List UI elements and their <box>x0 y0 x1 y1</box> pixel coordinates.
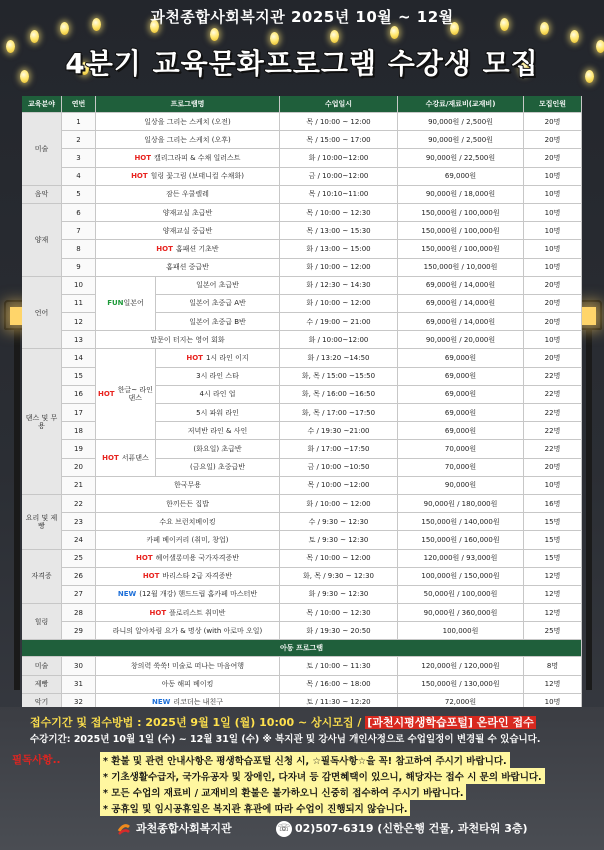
program-cell <box>96 586 280 604</box>
fee-cell: 72,000원 <box>398 694 524 712</box>
program-cell <box>156 295 280 313</box>
schedule-cell: 화 / 17:00 ~17:50 <box>280 440 398 458</box>
program-cell <box>156 349 280 367</box>
hot-badge: HOT <box>142 572 160 581</box>
category-cell: 미술 <box>22 113 62 186</box>
schedule-cell: 금 / 10:00~12:00 <box>280 168 398 186</box>
program-table <box>22 96 582 707</box>
fee-cell: 150,000원 / 130,000원 <box>398 676 524 694</box>
row-number: 12 <box>62 313 96 331</box>
program-name: 라니의 알아차림 요가 & 명상 (with 아로마 오일) <box>112 626 263 635</box>
program-name: 한국무용 <box>173 481 202 490</box>
row-number: 10 <box>62 277 96 295</box>
category-cell: 자격증 <box>22 550 62 605</box>
program-name: 리코더는 내친구 <box>173 698 223 707</box>
capacity-cell: 20명 <box>524 131 582 149</box>
fee-cell: 120,000원 / 120,000원 <box>398 657 524 675</box>
light-bulb <box>210 28 219 41</box>
row-number: 18 <box>62 422 96 440</box>
program-name: 일본어 초중급 B반 <box>189 317 246 326</box>
fee-cell: 90,000원 / 2,500원 <box>398 131 524 149</box>
schedule-cell: 목 / 16:00 ~ 18:00 <box>280 676 398 694</box>
program-name: 아동 해피 베이킹 <box>161 680 214 689</box>
group-label: 서퓨댄스 <box>121 454 149 463</box>
program-cell <box>96 550 280 568</box>
fee-cell: 100,000원 / 150,000원 <box>398 568 524 586</box>
schedule-cell: 목 / 10:00 ~ 12:30 <box>280 204 398 222</box>
capacity-cell: 10명 <box>524 331 582 349</box>
schedule-cell: 화 / 9:30 ~ 12:30 <box>280 586 398 604</box>
capacity-cell: 12명 <box>524 586 582 604</box>
row-number: 22 <box>62 495 96 513</box>
category-cell: 미술 <box>22 657 62 675</box>
capacity-cell: 20명 <box>524 149 582 167</box>
schedule-cell: 화 / 13:00 ~ 15:00 <box>280 240 398 258</box>
capacity-cell: 20명 <box>524 295 582 313</box>
fee-cell: 70,000원 <box>398 459 524 477</box>
capacity-cell: 10명 <box>524 186 582 204</box>
must-read-label: 필독사항.. <box>12 754 61 766</box>
capacity-cell: 22명 <box>524 386 582 404</box>
category-cell: 힐링 <box>22 604 62 640</box>
program-name: 일상을 그리는 스케치 (오전) <box>144 117 231 126</box>
row-number: 23 <box>62 513 96 531</box>
program-name: 한끼든든 집밥 <box>166 499 209 508</box>
fee-cell: 69,000원 / 14,000원 <box>398 277 524 295</box>
category-cell: 양재 <box>22 204 62 277</box>
program-cell <box>96 531 280 549</box>
hot-badge: HOT <box>131 172 148 181</box>
program-cell <box>96 622 280 640</box>
row-number: 2 <box>62 131 96 149</box>
program-cell <box>96 131 280 149</box>
schedule-cell: 수 / 9:30 ~ 12:30 <box>280 513 398 531</box>
program-cell <box>96 657 280 675</box>
schedule-cell: 목 / 13:00 ~ 15:30 <box>280 222 398 240</box>
fee-cell: 90,000원 / 180,000원 <box>398 495 524 513</box>
schedule-cell: 화 / 13:20 ~14:50 <box>280 349 398 367</box>
fee-cell: 100,000원 <box>398 622 524 640</box>
program-name: (12월 개강) 핸드드립 홈카페 마스터반 <box>139 590 258 599</box>
program-name: 일본어 초급반 <box>196 281 239 290</box>
schedule-cell: 화 / 10:00 ~ 12:00 <box>280 295 398 313</box>
fee-cell: 69,000원 <box>398 168 524 186</box>
capacity-cell: 16명 <box>524 495 582 513</box>
capacity-cell: 20명 <box>524 459 582 477</box>
program-cell <box>156 386 280 404</box>
program-name: 잠든 우쿨렐레 <box>166 190 209 199</box>
org-logo <box>116 820 232 837</box>
row-number: 13 <box>62 331 96 349</box>
row-number: 32 <box>62 694 96 712</box>
fee-cell: 150,000원 / 10,000원 <box>398 259 524 277</box>
program-cell <box>96 604 280 622</box>
program-cell <box>96 222 280 240</box>
capacity-cell: 10명 <box>524 204 582 222</box>
hot-badge: HOT <box>136 554 153 563</box>
schedule-cell: 화 / 10:00~12:00 <box>280 149 398 167</box>
fee-cell: 150,000원 / 100,000원 <box>398 240 524 258</box>
program-cell <box>156 277 280 295</box>
program-cell <box>156 368 280 386</box>
program-name: 양재교실 초급반 <box>162 208 213 217</box>
program-name: 말문이 터지는 영어 회화 <box>150 335 225 344</box>
capacity-cell: 10명 <box>524 168 582 186</box>
column-header: 모집인원 <box>524 96 582 113</box>
program-name: 일상을 그리는 스케치 (오후) <box>144 135 231 144</box>
program-name: 카페 베이커리 (취미, 창업) <box>146 535 229 544</box>
schedule-cell: 목 / 10:00 ~ 12:00 <box>280 550 398 568</box>
hot-badge: HOT <box>98 390 115 399</box>
program-name: (금요일) 초중급반 <box>189 463 246 472</box>
row-number: 20 <box>62 459 96 477</box>
note-1: * 환불 및 관련 안내사항은 평생학습포털 신청 시, ☆필독사항☆을 꼭! 참고하여 주시기 바랍니다. <box>100 752 510 768</box>
column-header: 프로그램명 <box>96 96 280 113</box>
apply-label: 접수기간 및 접수방법 : 2025년 9월 1일 (월) 10:00 ~ 상시모집 / <box>30 716 362 729</box>
program-cell <box>96 495 280 513</box>
fee-cell: 90,000원 / 2,500원 <box>398 113 524 131</box>
fee-cell: 69,000원 <box>398 404 524 422</box>
row-number: 7 <box>62 222 96 240</box>
capacity-cell: 12명 <box>524 604 582 622</box>
note-2: * 기초생활수급자, 국가유공자 및 장애인, 다자녀 등 감면혜택이 있으니, 해당자는 접수 시 문의 바랍니다. <box>100 768 545 784</box>
program-cell <box>96 168 280 186</box>
row-number: 28 <box>62 604 96 622</box>
capacity-cell: 8명 <box>524 657 582 675</box>
program-name: 3시 라인 스타 <box>196 372 239 381</box>
capacity-cell: 15명 <box>524 550 582 568</box>
row-number: 17 <box>62 404 96 422</box>
capacity-cell: 10명 <box>524 222 582 240</box>
schedule-cell: 토 / 11:30 ~ 12:20 <box>280 694 398 712</box>
category-cell: 제빵 <box>22 676 62 694</box>
org-name: 과천종합사회복지관 <box>136 822 232 835</box>
hot-badge: HOT <box>149 608 167 617</box>
note-4: * 공휴일 및 임시공휴일은 복지관 휴관에 따라 수업이 진행되지 않습니다. <box>100 800 410 816</box>
kids-section-header: 아동 프로그램 <box>22 640 582 657</box>
fee-cell: 150,000원 / 140,000원 <box>398 513 524 531</box>
capacity-cell: 15명 <box>524 513 582 531</box>
light-bulb <box>390 26 399 39</box>
fee-cell: 90,000원 / 20,000원 <box>398 331 524 349</box>
row-number: 26 <box>62 568 96 586</box>
fee-cell: 50,000원 / 100,000원 <box>398 586 524 604</box>
group-label: 한글~ 라인댄스 <box>117 386 153 403</box>
capacity-cell: 20명 <box>524 113 582 131</box>
new-badge: NEW <box>117 590 137 599</box>
capacity-cell: 22명 <box>524 404 582 422</box>
capacity-cell: 15명 <box>524 531 582 549</box>
row-number: 4 <box>62 168 96 186</box>
program-cell <box>156 422 280 440</box>
program-cell <box>96 149 280 167</box>
capacity-cell: 22명 <box>524 422 582 440</box>
program-cell <box>96 113 280 131</box>
row-number: 6 <box>62 204 96 222</box>
program-name: 일본어 초중급 A반 <box>189 299 246 308</box>
schedule-cell: 화 / 10:00~12:00 <box>280 331 398 349</box>
capacity-cell: 20명 <box>524 349 582 367</box>
program-name: 홈패션 중급반 <box>166 263 209 272</box>
program-name: 창의력 쑥쑥! 미술로 떠나는 마음여행 <box>130 662 245 670</box>
row-number: 29 <box>62 622 96 640</box>
note-3: * 모든 수업의 재료비 / 교재비의 환불은 불가하오니 신중히 접수하여 주시기 바랍니다. <box>100 784 466 800</box>
program-name: 4시 라인 업 <box>199 390 236 399</box>
fee-cell: 90,000원 / 18,000원 <box>398 186 524 204</box>
fee-cell: 69,000원 / 14,000원 <box>398 313 524 331</box>
program-name: 1시 라인 이지 <box>205 354 249 362</box>
program-cell <box>96 513 280 531</box>
capacity-cell: 10명 <box>524 477 582 495</box>
fee-cell: 150,000원 / 100,000원 <box>398 222 524 240</box>
program-name: 수요 브런치베이킹 <box>159 517 216 526</box>
program-cell <box>96 204 280 222</box>
capacity-cell: 20명 <box>524 313 582 331</box>
schedule-cell: 금 / 10:00 ~10:50 <box>280 459 398 477</box>
column-header: 교육분야 <box>22 96 62 113</box>
schedule-cell: 화, 목 / 15:00 ~15:50 <box>280 368 398 386</box>
program-name: 양재교실 중급반 <box>162 226 213 235</box>
phone-number: 02)507-6319 (신한은행 건물, 과천타워 3층) <box>295 822 528 835</box>
page-title: 4분기 교육문화프로그램 수강생 모집 <box>65 47 539 80</box>
hot-badge: HOT <box>156 244 173 253</box>
program-cell <box>96 259 280 277</box>
phone-icon: ☏ <box>276 821 292 837</box>
schedule-cell: 수 / 19:00 ~ 21:00 <box>280 313 398 331</box>
fee-cell: 70,000원 <box>398 440 524 458</box>
fun-badge: FUN <box>107 299 124 308</box>
program-name: 홈패션 기초반 <box>175 244 219 253</box>
fee-cell: 69,000원 <box>398 422 524 440</box>
schedule-cell: 수 / 19:30 ~21:00 <box>280 422 398 440</box>
page-subtitle: 과천종합사회복지관 2025년 10월 ~ 12월 <box>150 8 454 26</box>
fee-cell: 69,000원 <box>398 349 524 367</box>
fee-cell: 69,000원 <box>398 386 524 404</box>
schedule-cell: 화 / 10:00 ~ 12:00 <box>280 259 398 277</box>
schedule-cell: 목 / 10:10~11:00 <box>280 186 398 204</box>
contact <box>276 820 528 837</box>
program-name: (화요일) 초급반 <box>193 444 242 453</box>
schedule-cell: 토 / 10:00 ~ 11:30 <box>280 657 398 675</box>
row-number: 3 <box>62 149 96 167</box>
capacity-cell: 10명 <box>524 694 582 712</box>
new-badge: NEW <box>152 698 171 707</box>
fee-cell: 90,000원 / 22,500원 <box>398 149 524 167</box>
capacity-cell: 22명 <box>524 368 582 386</box>
schedule-cell: 화, 목 / 9:30 ~ 12:30 <box>280 568 398 586</box>
program-name: 플로리스트 취미반 <box>169 608 226 617</box>
schedule-cell: 목 / 10:00 ~12:00 <box>280 477 398 495</box>
dance-group-label <box>96 349 156 440</box>
schedule-cell: 화 / 12:30 ~ 14:30 <box>280 277 398 295</box>
program-cell <box>156 404 280 422</box>
row-number: 5 <box>62 186 96 204</box>
schedule-cell: 화, 목 / 16:00 ~16:50 <box>280 386 398 404</box>
group-label: 일본어 <box>123 299 144 308</box>
fee-cell: 90,000원 <box>398 477 524 495</box>
program-name: 바리스타 2급 자격증반 <box>162 572 233 581</box>
row-number: 30 <box>62 657 96 675</box>
row-number: 1 <box>62 113 96 131</box>
schedule-cell: 화, 목 / 17:00 ~17:50 <box>280 404 398 422</box>
row-number: 16 <box>62 386 96 404</box>
dance-seo-group-label <box>96 440 156 476</box>
program-cell <box>96 477 280 495</box>
program-cell <box>156 313 280 331</box>
hot-badge: HOT <box>186 354 203 362</box>
program-cell <box>156 459 280 477</box>
fee-cell: 120,000원 / 93,000원 <box>398 550 524 568</box>
program-cell <box>96 676 280 694</box>
capacity-cell: 12명 <box>524 568 582 586</box>
program-cell <box>96 186 280 204</box>
category-cell: 요리 및 제빵 <box>22 495 62 550</box>
program-name: 5시 파워 라인 <box>196 408 239 417</box>
capacity-cell: 20명 <box>524 277 582 295</box>
program-name: 힐링 꽃그림 (보태니컬 수채화) <box>150 172 244 181</box>
language-group-label <box>96 277 156 332</box>
schedule-cell: 목 / 10:00 ~ 12:30 <box>280 604 398 622</box>
capacity-cell: 25명 <box>524 622 582 640</box>
row-number: 27 <box>62 586 96 604</box>
program-name: 헤어샐롱미용 국가자격증반 <box>155 554 239 563</box>
capacity-cell: 10명 <box>524 259 582 277</box>
course-period: 수강기간: 2025년 10월 1일 (수) ~ 12월 31일 (수) ※ 복지관 및 강사님 개인사정으로 수업일정이 변경될 수 있습니다. <box>30 734 541 745</box>
fee-cell: 150,000원 / 100,000원 <box>398 204 524 222</box>
schedule-cell: 토 / 9:30 ~ 12:30 <box>280 531 398 549</box>
online-apply-link[interactable]: [과천시평생학습포털] 온라인 접수 <box>367 716 534 729</box>
column-header: 연번 <box>62 96 96 113</box>
fee-cell: 69,000원 / 14,000원 <box>398 295 524 313</box>
column-header: 수업일시 <box>280 96 398 113</box>
row-number: 31 <box>62 676 96 694</box>
row-number: 25 <box>62 550 96 568</box>
program-name: 저녁반 라인 & 사인 <box>187 426 248 435</box>
program-name: 캘리그라피 & 수채 일러스트 <box>154 153 241 162</box>
column-header: 수강료/재료비(교재비) <box>398 96 524 113</box>
schedule-cell: 화 / 10:00 ~ 12:00 <box>280 495 398 513</box>
category-cell: 음악 <box>22 186 62 204</box>
category-cell: 악기 <box>22 694 62 712</box>
row-number: 24 <box>62 531 96 549</box>
fee-cell: 150,000원 / 160,000원 <box>398 531 524 549</box>
capacity-cell: 10명 <box>524 240 582 258</box>
program-cell <box>96 331 280 349</box>
fee-cell: 69,000원 <box>398 368 524 386</box>
schedule-cell: 목 / 10:00 ~ 12:00 <box>280 113 398 131</box>
capacity-cell: 12명 <box>524 676 582 694</box>
capacity-cell: 22명 <box>524 440 582 458</box>
schedule-cell: 화 / 19:30 ~ 20:50 <box>280 622 398 640</box>
row-number: 19 <box>62 440 96 458</box>
row-number: 11 <box>62 295 96 313</box>
hot-badge: HOT <box>134 153 152 162</box>
program-cell <box>156 440 280 458</box>
row-number: 15 <box>62 368 96 386</box>
hot-badge: HOT <box>102 454 119 463</box>
row-number: 8 <box>62 240 96 258</box>
row-number: 9 <box>62 259 96 277</box>
org-logo-icon <box>116 821 132 837</box>
fee-cell: 90,000원 / 360,000원 <box>398 604 524 622</box>
row-number: 14 <box>62 349 96 367</box>
program-cell <box>96 240 280 258</box>
category-cell: 댄스 및 무용 <box>22 349 62 495</box>
row-number: 21 <box>62 477 96 495</box>
schedule-cell: 목 / 15:00 ~ 17:00 <box>280 131 398 149</box>
apply-period <box>30 714 536 730</box>
program-cell <box>96 568 280 586</box>
category-cell: 언어 <box>22 277 62 350</box>
